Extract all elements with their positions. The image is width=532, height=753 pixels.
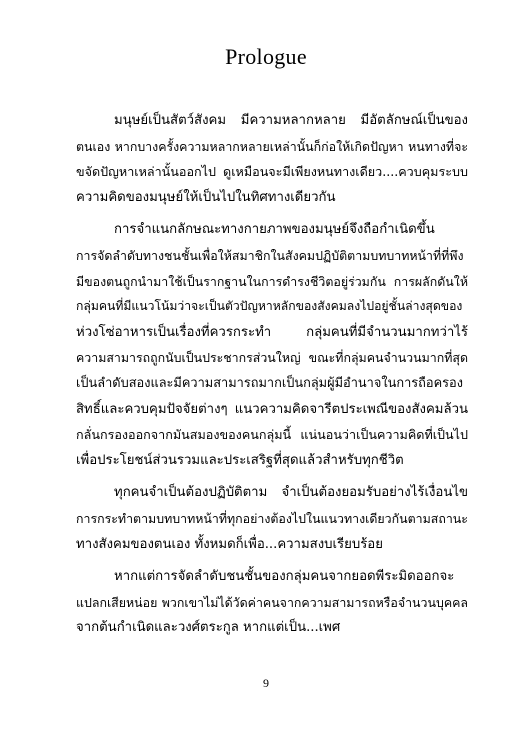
paragraph-line: การจัดลำดับทางชนชั้นเพื่อให้สมาชิกในสังคมปฏิบัติตามบทบาทหน้าที่ที่พึง [76, 247, 464, 263]
paragraph-line: แปลกเสียหน่อย พวกเขาไม่ได้วัดค่าคนจากความสามารถหรือจำนวนบุคคล [76, 594, 468, 610]
paragraph-line: ทุกคนจำเป็นต้องปฏิบัติตาม จำเป็นต้องยอมรับอย่างไร้เงื่อนไข [114, 485, 468, 501]
paragraph-3 [76, 480, 468, 557]
paragraph-line: ห่วงโซ่อาหารเป็นเรื่องที่ควรกระทำ กลุ่มคนที่มีจำนวนมากทว่าไร้ [76, 324, 468, 340]
paragraph-line: ขจัดปัญหาเหล่านั้นออกไป ดูเหมือนจะมีเพียงหนทางเดียว....ควบคุมระบบ [76, 164, 468, 180]
paragraph-line: หากแต่การจัดลำดับชนชั้นของกลุ่มคนจากยอดพีระมิดออกจะ [114, 569, 455, 585]
paragraph-4 [76, 564, 468, 641]
paragraph-line: เพื่อประโยชน์ส่วนรวมและประเสริฐที่สุดแล้วสำหรับทุกชีวิต [76, 452, 404, 468]
paragraph-2 [76, 217, 468, 473]
paragraph-line: ความคิดของมนุษย์ให้เป็นไปในทิศทางเดียวกัน [76, 189, 336, 205]
paragraph-1 [76, 108, 468, 210]
paragraph-line: ความสามารถถูกนับเป็นประชากรส่วนใหญ่ ขณะที่กลุ่มคนจำนวนมากที่สุด [76, 350, 468, 366]
paragraph-line: จากต้นกำเนิดและวงศ์ตระกูล หากแต่เป็น...เพศ [76, 620, 341, 636]
paragraph-line: การกระทำตามบทบาทหน้าที่ทุกอย่างต้องไปในแนวทางเดียวกันตามสถานะ [76, 510, 468, 526]
paragraph-line: มีของตนถูกนำมาใช้เป็นรากฐานในการดำรงชีวิตอยู่ร่วมกัน การผลักดันให้ [76, 273, 468, 289]
paragraph-line: การจำแนกลักษณะทางกายภาพของมนุษย์จึงถือกำเนิดขึ้น [114, 222, 435, 238]
paragraph-line: กลั่นกรองออกจากมันสมองของคนกลุ่มนี้ แน่นอนว่าเป็นความคิดที่เป็นไป [76, 427, 468, 443]
paragraph-line: สิทธิ์และควบคุมปัจจัยต่างๆ แนวความคิดจารีตประเพณีของสังคมล้วน [76, 401, 468, 417]
paragraph-line: กลุ่มคนที่มีแนวโน้มว่าจะเป็นตัวปัญหาหลักของสังคมลงไปอยู่ชั้นล่างสุดของ [76, 299, 463, 314]
chapter-body [76, 108, 468, 641]
paragraph-line: ทางสังคมของตนเอง ทั้งหมดก็เพื่อ...ความสงบเรียบร้อย [76, 536, 383, 552]
chapter-title: Prologue [225, 44, 307, 69]
paragraph-line: ตนเอง หากบางครั้งความหลากหลายเหล่านั้นก็ก่อให้เกิดปัญหา หนทางที่จะ [76, 138, 468, 154]
paragraph-line: มนุษย์เป็นสัตว์สังคม มีความหลากหลาย มีอัตลักษณ์เป็นของ [114, 113, 468, 128]
page-number: 9 [263, 676, 269, 690]
paragraph-line: เป็นลำดับสองและมีความสามารถมากเป็นกลุ่มผู้มีอำนาจในการถือครอง [76, 375, 463, 391]
